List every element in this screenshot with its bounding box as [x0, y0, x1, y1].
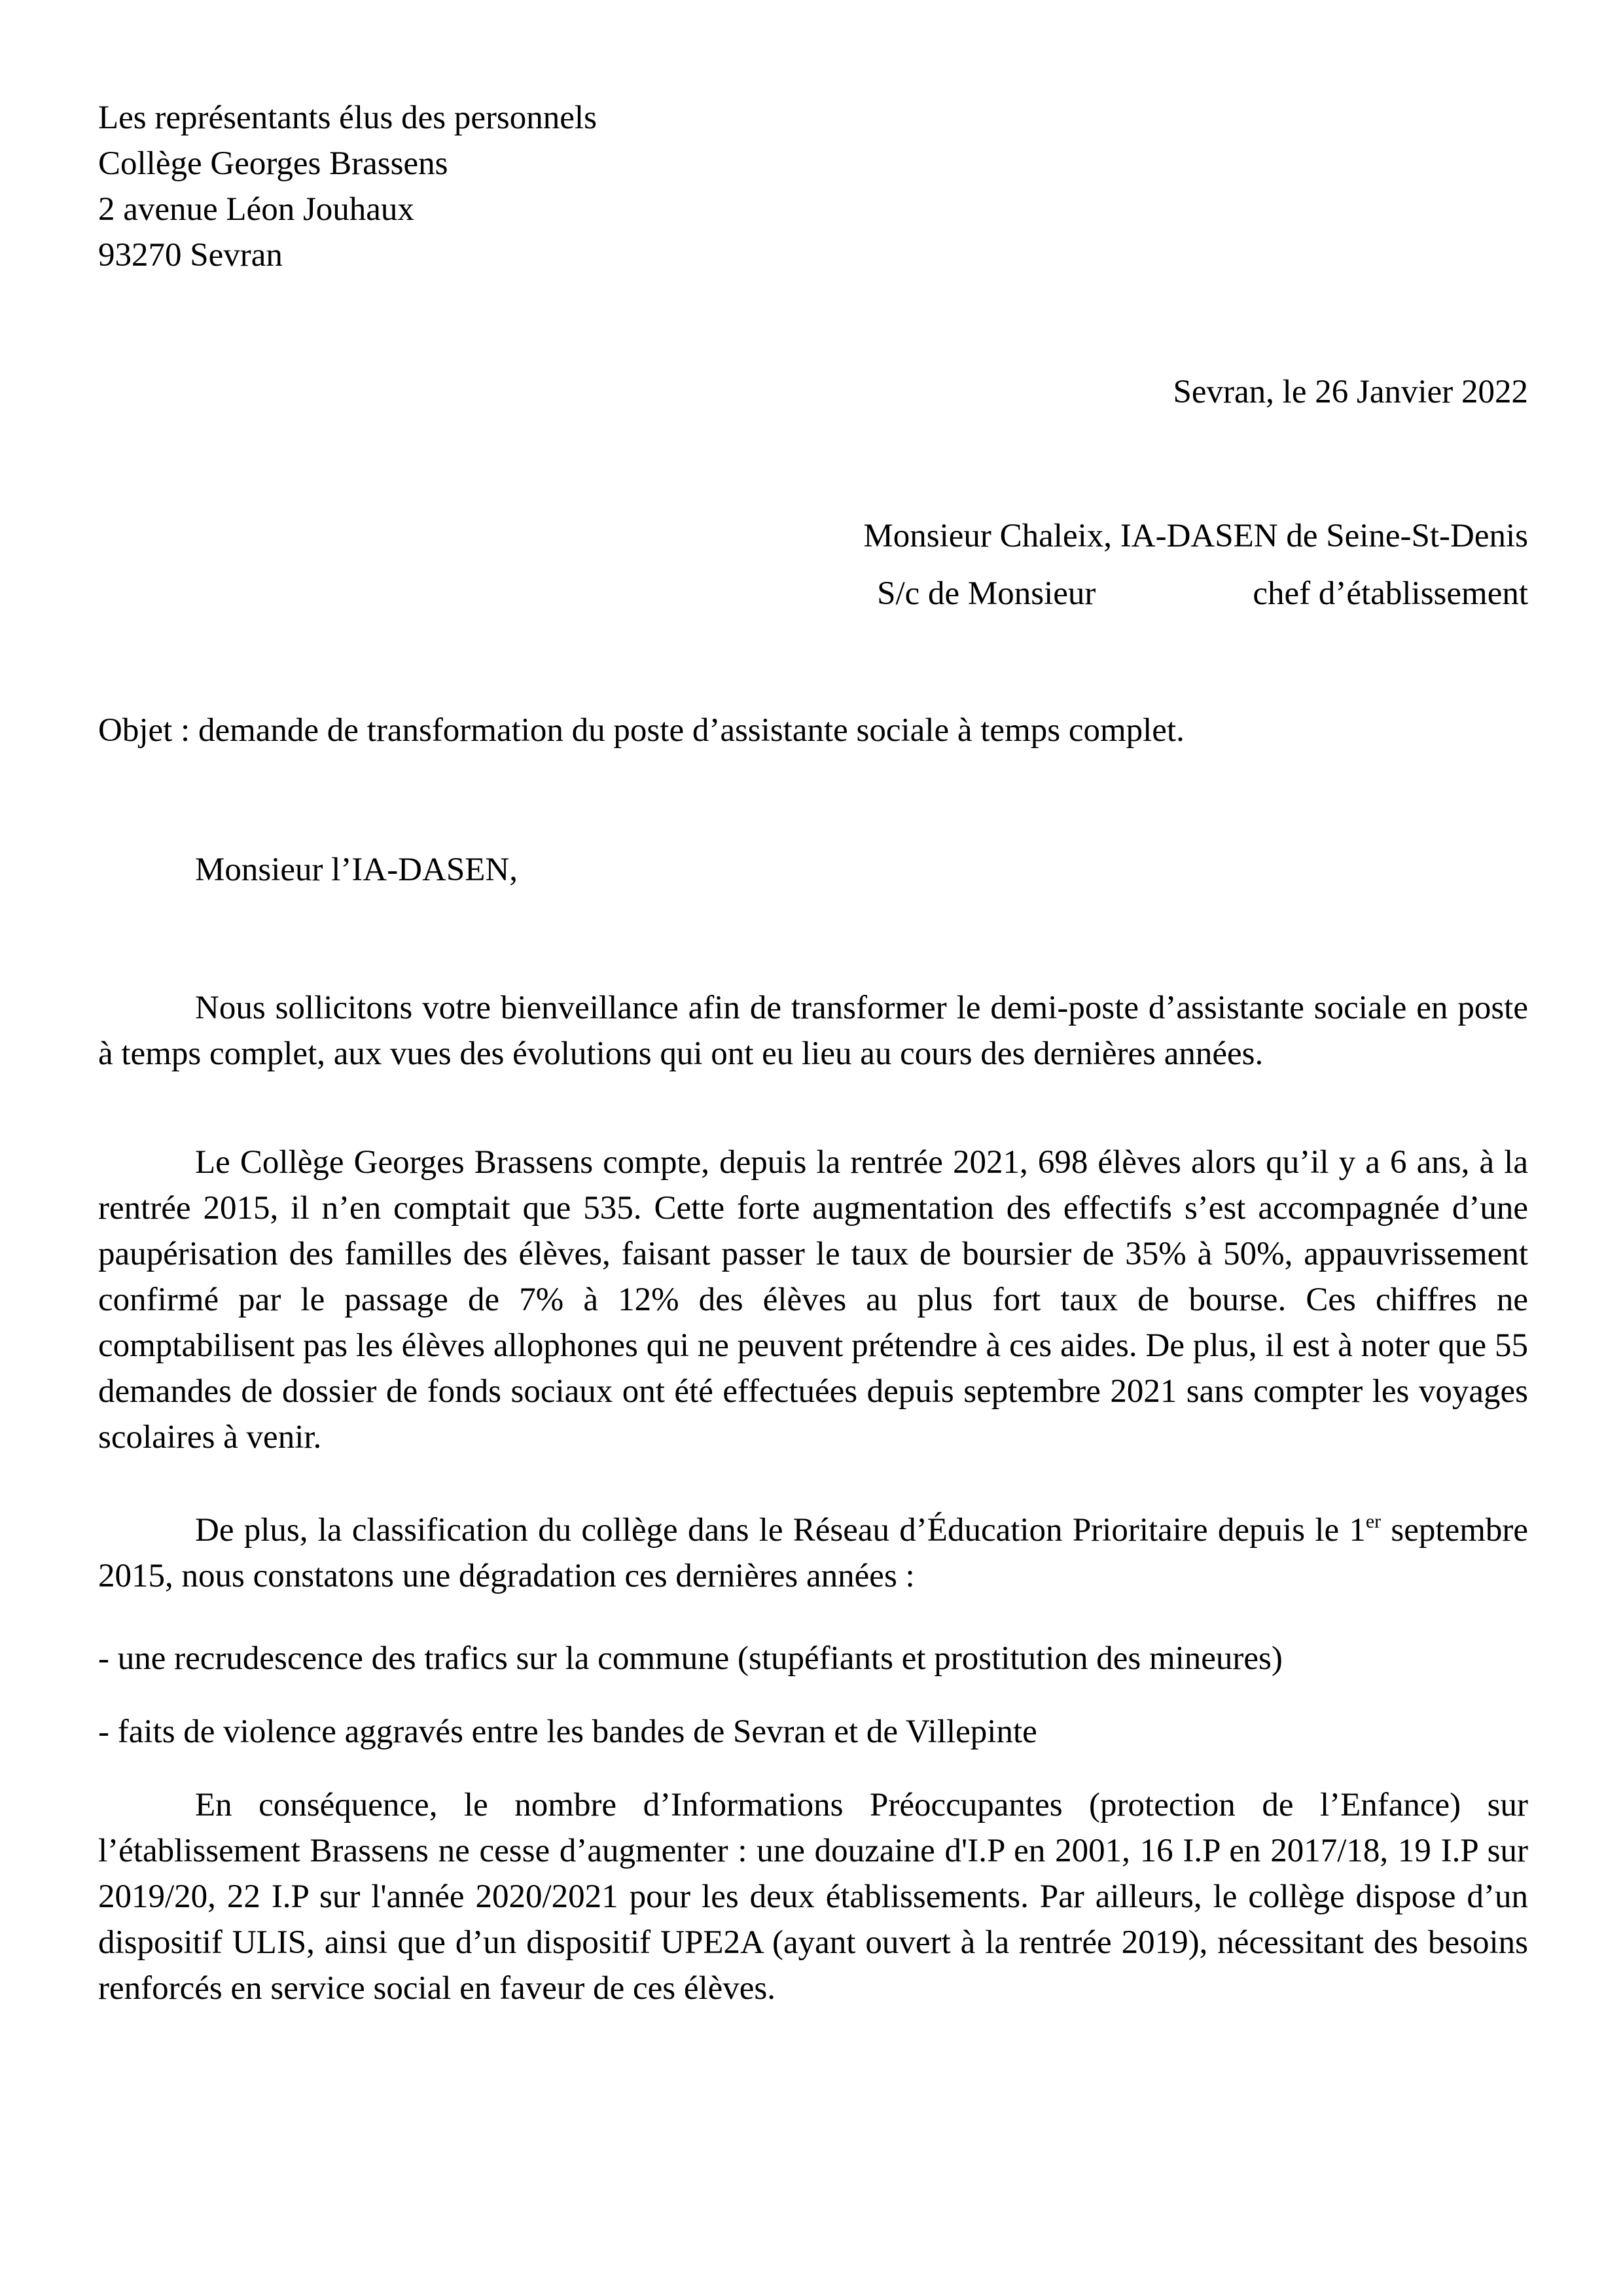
paragraph-2: Le Collège Georges Brassens compte, depuis la rentrée 2021, 698 élèves alors qu’il y a 6 ans, à la rentrée 2015, il n’en comptait que 535. Cette forte augmentation des effectifs s’est accompagnée d’une paupérisation des familles des élèves, faisant passer le taux de boursier de 35% à 50%, appauvrissement confirmé par le passage de 7% à 12% des élèves au plus fort taux de bourse. Ces chiffres ne comptabilisent pas les élèves allophones qui ne peuvent prétendre à ces aides. De plus, il est à noter que 55 demandes de dossier de fonds sociaux ont été effectuées depuis septembre 2021 sans compter les voyages scolaires à venir. — [98, 1144, 1528, 1456]
paragraph-3 — [98, 1507, 1528, 1599]
recipient-block — [863, 507, 1528, 622]
paragraph-1: Nous sollicitons votre bienveillance afin de transformer le demi-poste d’assistante sociale en poste à temps complet, aux vues des évolutions qui ont eu lieu au cours des dernières années. — [98, 990, 1528, 1072]
paragraph-4-block — [98, 1782, 1528, 2011]
sender-line-4: 93270 Sevran — [98, 237, 283, 274]
recipient-line-2 — [863, 565, 1528, 622]
letter-date: Sevran, le 26 Janvier 2022 — [1173, 374, 1528, 410]
paragraph-3-block — [98, 1507, 1528, 1599]
paragraph-3-part-a: De plus, la classification du collège dans le Réseau d’Éducation Prioritaire depuis le 1 — [195, 1512, 1366, 1549]
recipient-line-1: Monsieur Chaleix, IA-DASEN de Seine-St-Denis — [863, 518, 1528, 554]
letter-salutation: Monsieur l’IA-DASEN, — [195, 852, 518, 888]
bullet-1-block — [98, 1636, 1528, 1681]
bullet-2-block — [98, 1709, 1528, 1755]
paragraph-2-block — [98, 1139, 1528, 1460]
sender-address — [98, 95, 597, 278]
bullet-item-2: - faits de violence aggravés entre les bandes de Sevran et de Villepinte — [98, 1713, 1037, 1750]
recipient-role: chef d’établissement — [1253, 575, 1528, 612]
sender-line-1: Les représentants élus des personnels — [98, 99, 597, 136]
letter-subject: Objet : demande de transformation du poste d’assistante sociale à temps complet. — [98, 712, 1185, 749]
sender-line-2: Collège Georges Brassens — [98, 145, 448, 182]
bullet-item-1: - une recrudescence des trafics sur la commune (stupéfiants et prostitution des mineures) — [98, 1640, 1283, 1677]
paragraph-3-part-b: septembre 2015, nous constatons une dégradation ces dernières années : — [98, 1512, 1528, 1594]
paragraph-4: En conséquence, le nombre d’Informations Préoccupantes (protection de l’Enfance) sur l’établissement Brassens ne cesse d’augmenter : une douzaine d'I.P en 2001, 16 I.P en 2017/18, 19 I.P sur 2019/20, 22 I.P sur l'année 2020/2021 pour les deux établissements. Par ailleurs, le collège dispose d’un dispositif ULIS, ainsi que d’un dispositif UPE2A (ayant ouvert à la rentrée 2019), nécessitant des besoins renforcés en service social en faveur de ces élèves. — [98, 1787, 1528, 2007]
recipient-sc-label: S/c de Monsieur — [877, 575, 1096, 612]
sender-line-3: 2 avenue Léon Jouhaux — [98, 191, 414, 228]
paragraph-3-superscript: er — [1365, 1511, 1382, 1532]
paragraph-1-block — [98, 985, 1528, 1077]
